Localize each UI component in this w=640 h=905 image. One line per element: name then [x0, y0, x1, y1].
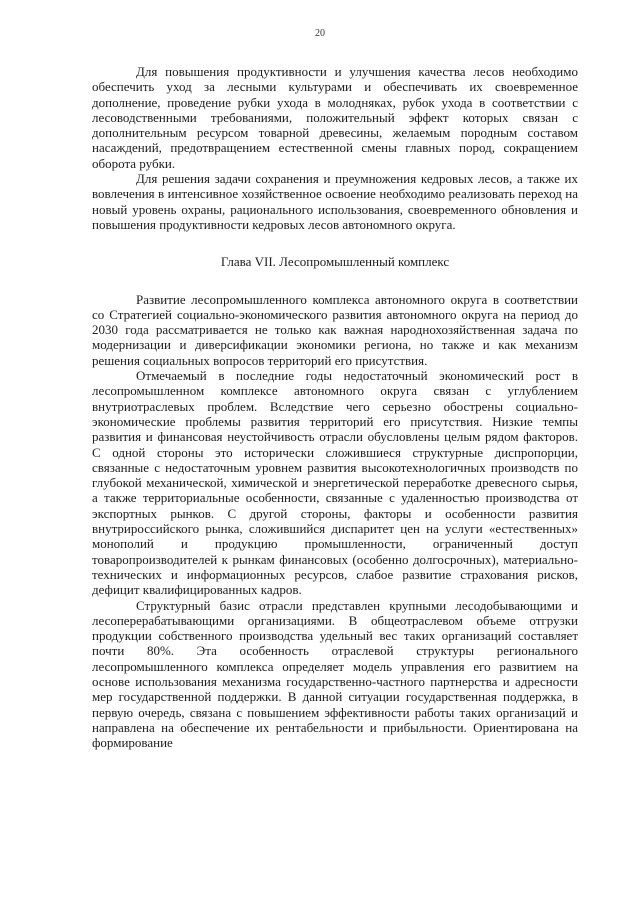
chapter-heading: Глава VII. Лесопромышленный комплекс: [220, 254, 450, 270]
paragraph: Для повышения продуктивности и улучшения качества лесов необходимо обеспечить уход за лесными культурами и обеспечивать их своевременное дополнение, проведение рубки ухода в молодняках, рубок ухода в соответствии с лесоводственными требованиями, положительный эффект которых связан с дополнительным ресурсом товарной древесины, желаемым породным составом насаждений, предотвращением естественной смены главных пород, сокращением оборота рубки.: [92, 64, 578, 171]
page-number: 20: [315, 28, 325, 39]
paragraph: Развитие лесопромышленного комплекса автономного округа в соответствии со Стратегией социально-экономического развития автономного округа на период до 2030 года рассматривается не только как важная народнохозяйственная задача по модернизации и диверсификации экономики региона, но также и как механизм решения социальных вопросов территорий его присутствия.: [92, 291, 578, 368]
document-body: [92, 64, 578, 750]
paragraph: Структурный базис отрасли представлен крупными лесодобывающими и лесоперерабатывающими организациями. В общеотраслевом объеме отгрузки продукции собственного производства удельный вес таких организаций составляет почти 80%. Эта особенность отраслевой структуры регионального лесопромышленного комплекса определяет модель управления его развитием на основе использования механизма государственно-частного партнерства и адресности мер государственной поддержки. В данной ситуации государственная поддержка, в первую очередь, связана с повышением эффективности работы таких организаций и направлена на обеспечение их рентабельности и прибыльности. Ориентирована на формирование: [92, 597, 578, 751]
paragraph: Для решения задачи сохранения и преумножения кедровых лесов, а также их вовлечения в интенсивное хозяйственное освоение необходимо реализовать переход на новый уровень охраны, рационального использования, своевременного обновления и повышения продуктивности кедровых лесов автономного округа.: [92, 171, 578, 232]
paragraph: Отмечаемый в последние годы недостаточный экономический рост в лесопромышленном комплексе автономного округа связан с углублением внутриотраслевых проблем. Вследствие чего серьезно обострены социально-экономические проблемы развития территорий его присутствия. Низкие темпы развития и финансовая неустойчивость отрасли обусловлены целым рядом факторов. С одной стороны это исторически сложившиеся структурные диспропорции, связанные с недостаточным уровнем развития высокотехнологичных производств по глубокой механической, химической и энергетической переработке древесного сырья, а также территориальные особенности, связанные с удаленностью производства от экспортных рынков. С другой стороны, факторы и особенности развития внутрироссийского рынка, сложившийся диспаритет цен на услуги «естественных» монополий и продукцию промышленности, ограниченный доступ товаропроизводителей к рынкам финансовых (особенно долгосрочных), материально-технических и информационных ресурсов, слабое развитие страхования рисков, дефицит квалифицированных кадров.: [92, 368, 578, 598]
